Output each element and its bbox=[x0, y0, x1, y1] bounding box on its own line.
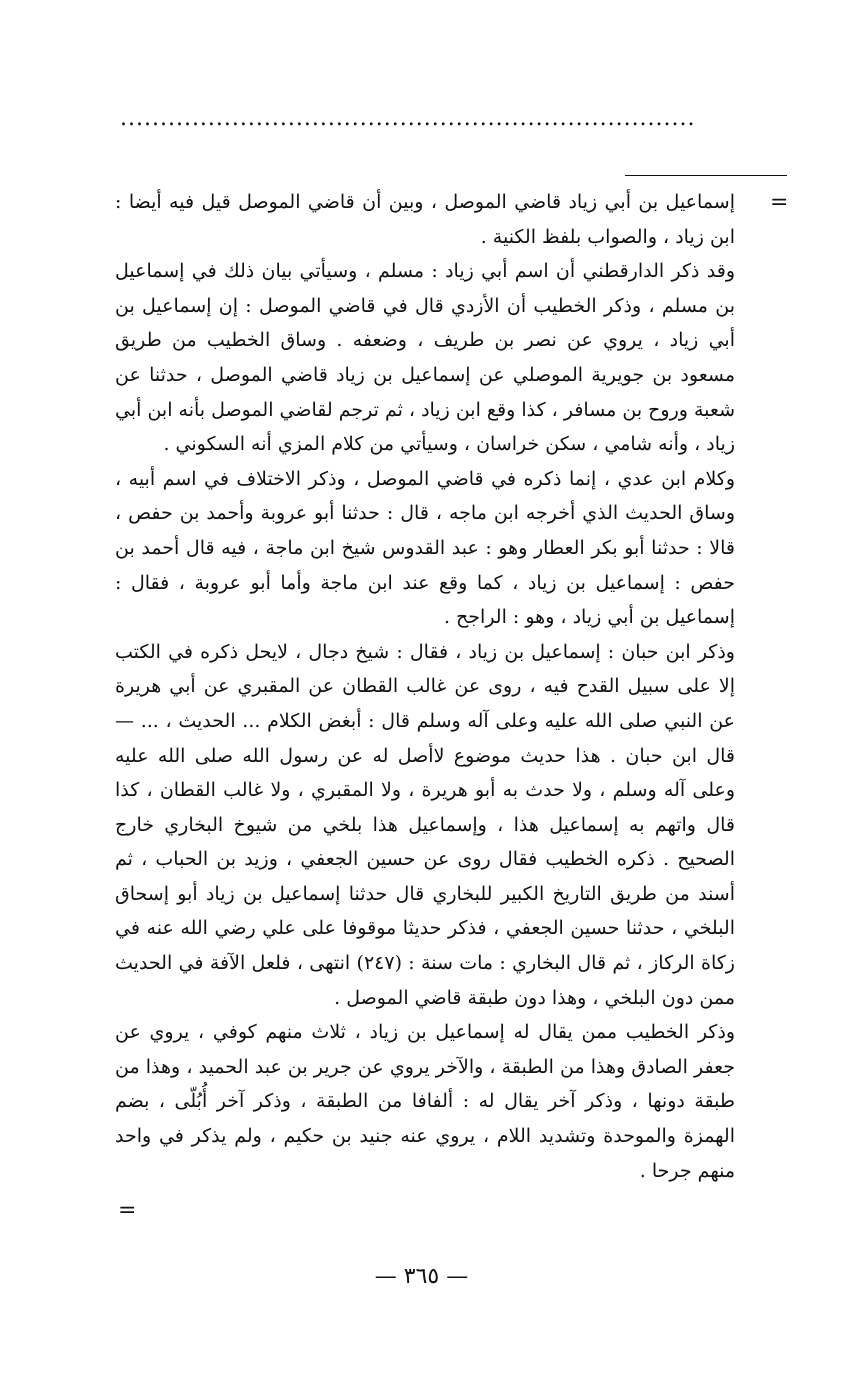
footnote-text bbox=[115, 185, 735, 1188]
continuation-mark-bottom: = bbox=[118, 1198, 137, 1223]
page-number: — ٣٦٥ — bbox=[374, 1264, 469, 1289]
paragraph-2: وقد ذكر الدارقطني أن اسم أبي زياد : مسلم ، وسيأتي بيان ذلك في إسماعيل بن مسلم ، وذكر الخطيب أن الأزدي قال في قاضي الموصل : إن إسماعيل بن أبي زياد ، يروي عن نصر بن طريف ، وضعفه . وساق الخطيب من طريق مسعود بن جويرية الموصلي عن إسماعيل بن زياد قاضي الموصل ، حدثنا عن شعبة وروح بن مسافر ، كذا وقع ابن زياد ، ثم ترجم لقاضي الموصل بأنه ابن أبي زياد ، وأنه شامي ، سكن خراسان ، وسيأتي من كلام المزي أنه السكوني . bbox=[115, 260, 735, 456]
paragraph-3: وكلام ابن عدي ، إنما ذكره في قاضي الموصل ، وذكر الاختلاف في اسم أبيه ، وساق الحديث الذي أخرجه ابن ماجه ، قال : حدثنا أبو عروبة وأحمد بن حفص ، قالا : حدثنا أبو بكر العطار وهو : عبد القدوس شيخ ابن ماجة ، فيه قال أحمد بن حفص : إسماعيل بن زياد ، كما وقع عند ابن ماجة وأما أبو عروبة ، فقال : إسماعيل بن أبي زياد ، وهو : الراجح . bbox=[115, 467, 735, 629]
paragraph-1: إسماعيل بن أبي زياد قاضي الموصل ، وبين أن قاضي الموصل قيل فيه أيضا : ابن زياد ، والصواب بلفظ الكنية . bbox=[115, 191, 735, 248]
continuation-mark-top: = bbox=[770, 190, 789, 215]
paragraph-5: وذكر الخطيب ممن يقال له إسماعيل بن زياد ، ثلاث منهم كوفي ، يروي عن جعفر الصادق وهذا من الطبقة ، والآخر يروي عن جرير بن عبد الحميد ، وهذا من طبقة دونها ، وذكر آخر يقال له : ألفافا من الطبقة ، وذكر آخر أُبُلّى ، بضم الهمزة والموحدة وتشديد اللام ، يروي عنه جنيد بن حكيم ، ولم يذكر في واحد منهم جرحا . bbox=[115, 1021, 735, 1182]
header-dotted-separator: ........................................................................ bbox=[120, 108, 696, 130]
footnote-rule bbox=[625, 175, 787, 176]
paragraph-4: وذكر ابن حبان : إسماعيل بن زياد ، فقال : شيخ دجال ، لايحل ذكره في الكتب إلا على سبيل القدح فيه ، روى عن غالب القطان عن المقبري عن أبي هريرة عن النبي صلى الله عليه وعلى آله وسلم قال : أبغض الكلام ... الحديث ، ... — قال ابن حبان . هذا حديث موضوع لاأصل له عن رسول الله صلى الله عليه وعلى آله وسلم ، ولا حدث به أبو هريرة ، ولا المقبري ، ولا غالب القطان ، كذا قال واتهم به إسماعيل هذا ، وإسماعيل هذا بلخي من شيوخ البخاري خارج الصحيح . ذكره الخطيب فقال روى عن حسين الجعفي ، وزيد بن الحباب ، ثم أسند من طريق التاريخ الكبير للبخاري قال حدثنا إسماعيل بن زياد أبو إسحاق البلخي ، حدثنا حسين الجعفي ، فذكر حديثا موقوفا على علي رضي الله عنه في زكاة الركاز ، ثم قال البخاري : مات سنة : (٢٤٧) انتهى ، فلعل الآفة في الحديث ممن دون البلخي ، وهذا دون طبقة قاضي الموصل . bbox=[115, 640, 735, 1009]
